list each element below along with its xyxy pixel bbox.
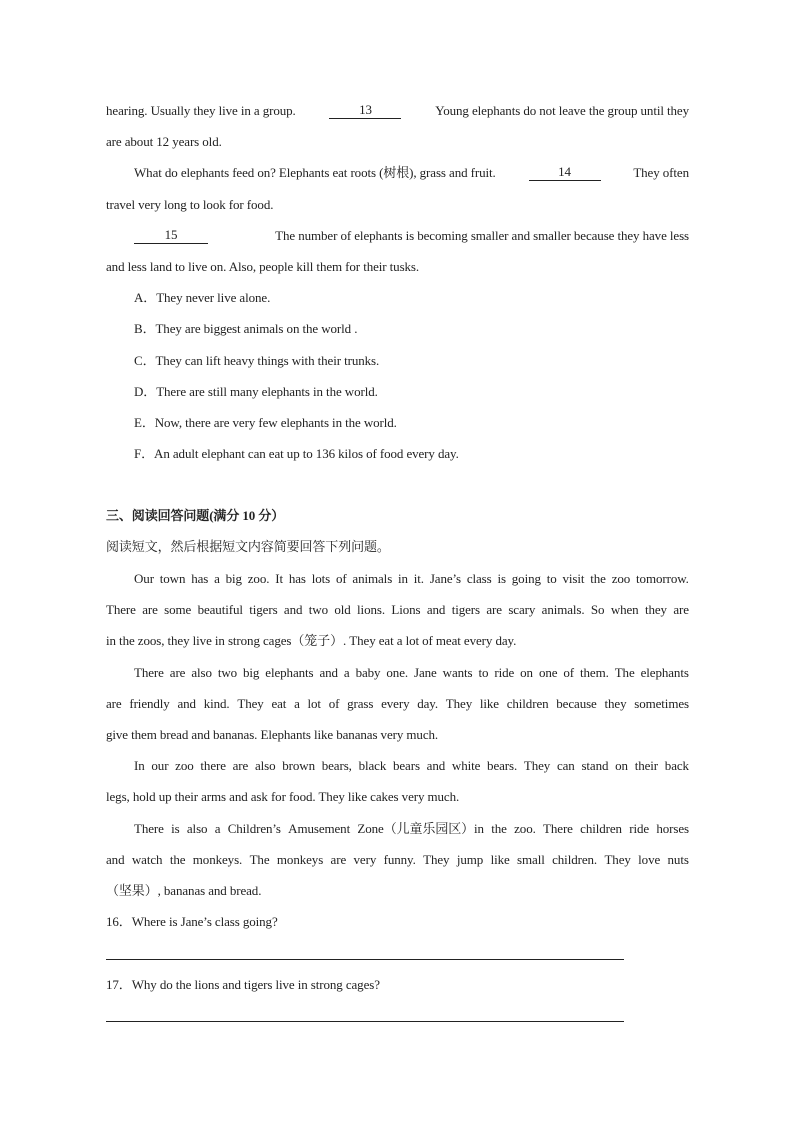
word: sometimes bbox=[634, 696, 689, 711]
passage-line: are about 12 years old. bbox=[106, 134, 222, 149]
word: zoo. bbox=[514, 821, 536, 836]
word: animals. bbox=[541, 602, 585, 617]
passage-line bbox=[106, 602, 689, 618]
blank-15[interactable]: 15 bbox=[134, 228, 208, 244]
word: to bbox=[546, 571, 557, 586]
word: lot bbox=[307, 696, 321, 711]
word: friendly bbox=[129, 696, 170, 711]
passage-line bbox=[134, 571, 689, 587]
word: white bbox=[451, 758, 481, 773]
passage-line: in the zoos, they live in strong cages（笼子）. They eat a lot of meat every day. bbox=[106, 633, 517, 648]
word: and bbox=[319, 665, 338, 680]
word: has bbox=[191, 571, 209, 586]
word: tigers bbox=[249, 602, 278, 617]
passage-line: legs, hold up their arms and ask for food. They like cakes very much. bbox=[106, 789, 460, 804]
word: the bbox=[491, 821, 507, 836]
passage-line bbox=[134, 165, 689, 181]
word: are bbox=[232, 758, 249, 773]
word: Our bbox=[134, 571, 154, 586]
word: grass bbox=[347, 696, 374, 711]
word: they bbox=[644, 602, 667, 617]
word: when bbox=[610, 602, 639, 617]
word: can bbox=[556, 758, 575, 773]
word: children bbox=[506, 696, 549, 711]
word: day. bbox=[417, 696, 439, 711]
passage-text: hearing. Usually they live in a group. bbox=[106, 103, 296, 118]
passage-line bbox=[134, 821, 689, 837]
passage-line bbox=[134, 758, 689, 774]
word: They bbox=[604, 852, 631, 867]
option-a: A．They never live alone. bbox=[134, 290, 271, 305]
word: going bbox=[511, 571, 541, 586]
word: back bbox=[664, 758, 689, 773]
word: are bbox=[106, 696, 122, 711]
word: and bbox=[283, 602, 303, 617]
word: bears. bbox=[487, 758, 518, 773]
word: beautiful bbox=[197, 602, 243, 617]
option-c: C．They can lift heavy things with their trunks. bbox=[134, 353, 380, 368]
word: horses bbox=[656, 821, 689, 836]
word: love bbox=[638, 852, 661, 867]
word: town bbox=[159, 571, 186, 586]
word: children bbox=[580, 821, 622, 836]
word: two bbox=[308, 602, 328, 617]
word: nuts bbox=[667, 852, 689, 867]
word: So bbox=[590, 602, 605, 617]
word: also bbox=[191, 665, 212, 680]
word: in bbox=[398, 571, 408, 586]
word: Children’s bbox=[227, 821, 281, 836]
word: like bbox=[479, 696, 499, 711]
word: and bbox=[177, 696, 196, 711]
passage-line bbox=[106, 103, 689, 119]
option-f: F．An adult elephant can eat up to 136 kilos of food every day. bbox=[134, 446, 459, 461]
word: of bbox=[335, 571, 347, 586]
word: to bbox=[478, 665, 489, 680]
section-heading: 三、阅读回答问题(满分 10 分） bbox=[106, 508, 285, 523]
word: they bbox=[604, 696, 627, 711]
word: and bbox=[426, 758, 446, 773]
word: also bbox=[186, 821, 208, 836]
word: tomorrow. bbox=[636, 571, 689, 586]
word: stand bbox=[581, 758, 609, 773]
question-16: 16．Where is Jane’s class going? bbox=[106, 914, 278, 929]
word: lions. bbox=[357, 602, 385, 617]
word: class bbox=[466, 571, 492, 586]
passage-line bbox=[106, 696, 689, 712]
word: a bbox=[214, 821, 221, 836]
option-b: B．They are biggest animals on the world . bbox=[134, 321, 358, 336]
word: on bbox=[520, 665, 533, 680]
blank-14[interactable]: 14 bbox=[529, 165, 601, 181]
word: There bbox=[106, 602, 136, 617]
word: old bbox=[334, 602, 351, 617]
word: them. bbox=[580, 665, 609, 680]
passage-line bbox=[134, 228, 689, 244]
word: are bbox=[330, 852, 347, 867]
word: Lions bbox=[391, 602, 421, 617]
word: is bbox=[171, 821, 180, 836]
answer-line-16[interactable] bbox=[106, 959, 624, 960]
word: of bbox=[328, 696, 340, 711]
word: zoo bbox=[611, 571, 631, 586]
passage-line: （坚果）, bananas and bread. bbox=[106, 883, 262, 898]
word: Jane’s bbox=[429, 571, 461, 586]
word: They bbox=[423, 852, 450, 867]
word: ride bbox=[494, 665, 515, 680]
passage-text: They often bbox=[633, 165, 689, 180]
word: bears bbox=[392, 758, 420, 773]
word: baby bbox=[355, 665, 381, 680]
word: children. bbox=[552, 852, 598, 867]
word: eat bbox=[271, 696, 287, 711]
word: funny. bbox=[383, 852, 416, 867]
word: a bbox=[343, 665, 350, 680]
word: are bbox=[673, 602, 689, 617]
passage-line: and less land to live on. Also, people kill them for their tusks. bbox=[106, 259, 420, 274]
word: a bbox=[294, 696, 300, 711]
word: the bbox=[169, 852, 186, 867]
word: It bbox=[275, 571, 283, 586]
passage-line: give them bread and bananas. Elephants like bananas very much. bbox=[106, 727, 439, 742]
section-instruction: 阅读短文，然后根据短文内容简要回答下列问题。 bbox=[106, 539, 390, 554]
word: kind. bbox=[203, 696, 230, 711]
word: and bbox=[106, 852, 125, 867]
word: elephants bbox=[640, 665, 689, 680]
answer-line-17[interactable] bbox=[106, 1021, 624, 1022]
word: They bbox=[523, 758, 551, 773]
word: watch bbox=[131, 852, 163, 867]
word: The bbox=[249, 852, 270, 867]
word: lots bbox=[311, 571, 331, 586]
word: it. bbox=[413, 571, 424, 586]
word: tigers bbox=[451, 602, 481, 617]
word: Jane bbox=[414, 665, 437, 680]
option-e: E．Now, there are very few elephants in the world. bbox=[134, 415, 397, 430]
word: bears, bbox=[321, 758, 352, 773]
word: like bbox=[490, 852, 510, 867]
word: zoo bbox=[175, 758, 194, 773]
word: jump bbox=[456, 852, 484, 867]
word: zoo. bbox=[247, 571, 270, 586]
passage-text: What do elephants feed on? Elephants eat roots (树根), grass and fruit. bbox=[134, 165, 496, 180]
word: the bbox=[590, 571, 606, 586]
word: our bbox=[151, 758, 169, 773]
word: some bbox=[164, 602, 192, 617]
word: one. bbox=[386, 665, 409, 680]
word: because bbox=[556, 696, 597, 711]
word: monkeys. bbox=[192, 852, 243, 867]
word: big bbox=[243, 665, 260, 680]
word: big bbox=[225, 571, 242, 586]
passage-line bbox=[106, 852, 689, 868]
word: two bbox=[217, 665, 238, 680]
word: brown bbox=[282, 758, 315, 773]
blank-13[interactable]: 13 bbox=[329, 103, 401, 119]
word: There bbox=[543, 821, 573, 836]
passage-line bbox=[134, 665, 689, 681]
word: there bbox=[200, 758, 226, 773]
word: are bbox=[486, 602, 502, 617]
word: and bbox=[426, 602, 446, 617]
word: are bbox=[142, 602, 158, 617]
word: very bbox=[353, 852, 377, 867]
word: one bbox=[538, 665, 558, 680]
word: They bbox=[445, 696, 473, 711]
passage-line: travel very long to look for food. bbox=[106, 197, 274, 212]
word: visit bbox=[562, 571, 585, 586]
passage-text: The number of elephants is becoming smaller and smaller because they have less bbox=[275, 228, 689, 243]
word: small bbox=[517, 852, 545, 867]
word: They bbox=[237, 696, 264, 711]
word: Amusement bbox=[288, 821, 351, 836]
word: monkeys bbox=[276, 852, 324, 867]
question-17: 17．Why do the lions and tigers live in strong cages? bbox=[106, 977, 380, 992]
word: has bbox=[288, 571, 306, 586]
word: on bbox=[615, 758, 628, 773]
word: elephants bbox=[265, 665, 314, 680]
word: There bbox=[134, 821, 164, 836]
word: their bbox=[634, 758, 659, 773]
word: is bbox=[497, 571, 506, 586]
option-d: D．There are still many elephants in the world. bbox=[134, 384, 378, 399]
word: also bbox=[254, 758, 276, 773]
word: are bbox=[169, 665, 186, 680]
word: of bbox=[563, 665, 575, 680]
word: animals bbox=[352, 571, 393, 586]
word: Zone（儿童乐园区）in bbox=[357, 821, 484, 836]
word: wants bbox=[442, 665, 473, 680]
word: every bbox=[381, 696, 410, 711]
word: The bbox=[614, 665, 635, 680]
word: In bbox=[134, 758, 145, 773]
passage-text: Young elephants do not leave the group until they bbox=[435, 103, 689, 118]
word: scary bbox=[508, 602, 536, 617]
word: a bbox=[214, 571, 220, 586]
word: black bbox=[358, 758, 387, 773]
word: There bbox=[134, 665, 164, 680]
word: ride bbox=[629, 821, 650, 836]
